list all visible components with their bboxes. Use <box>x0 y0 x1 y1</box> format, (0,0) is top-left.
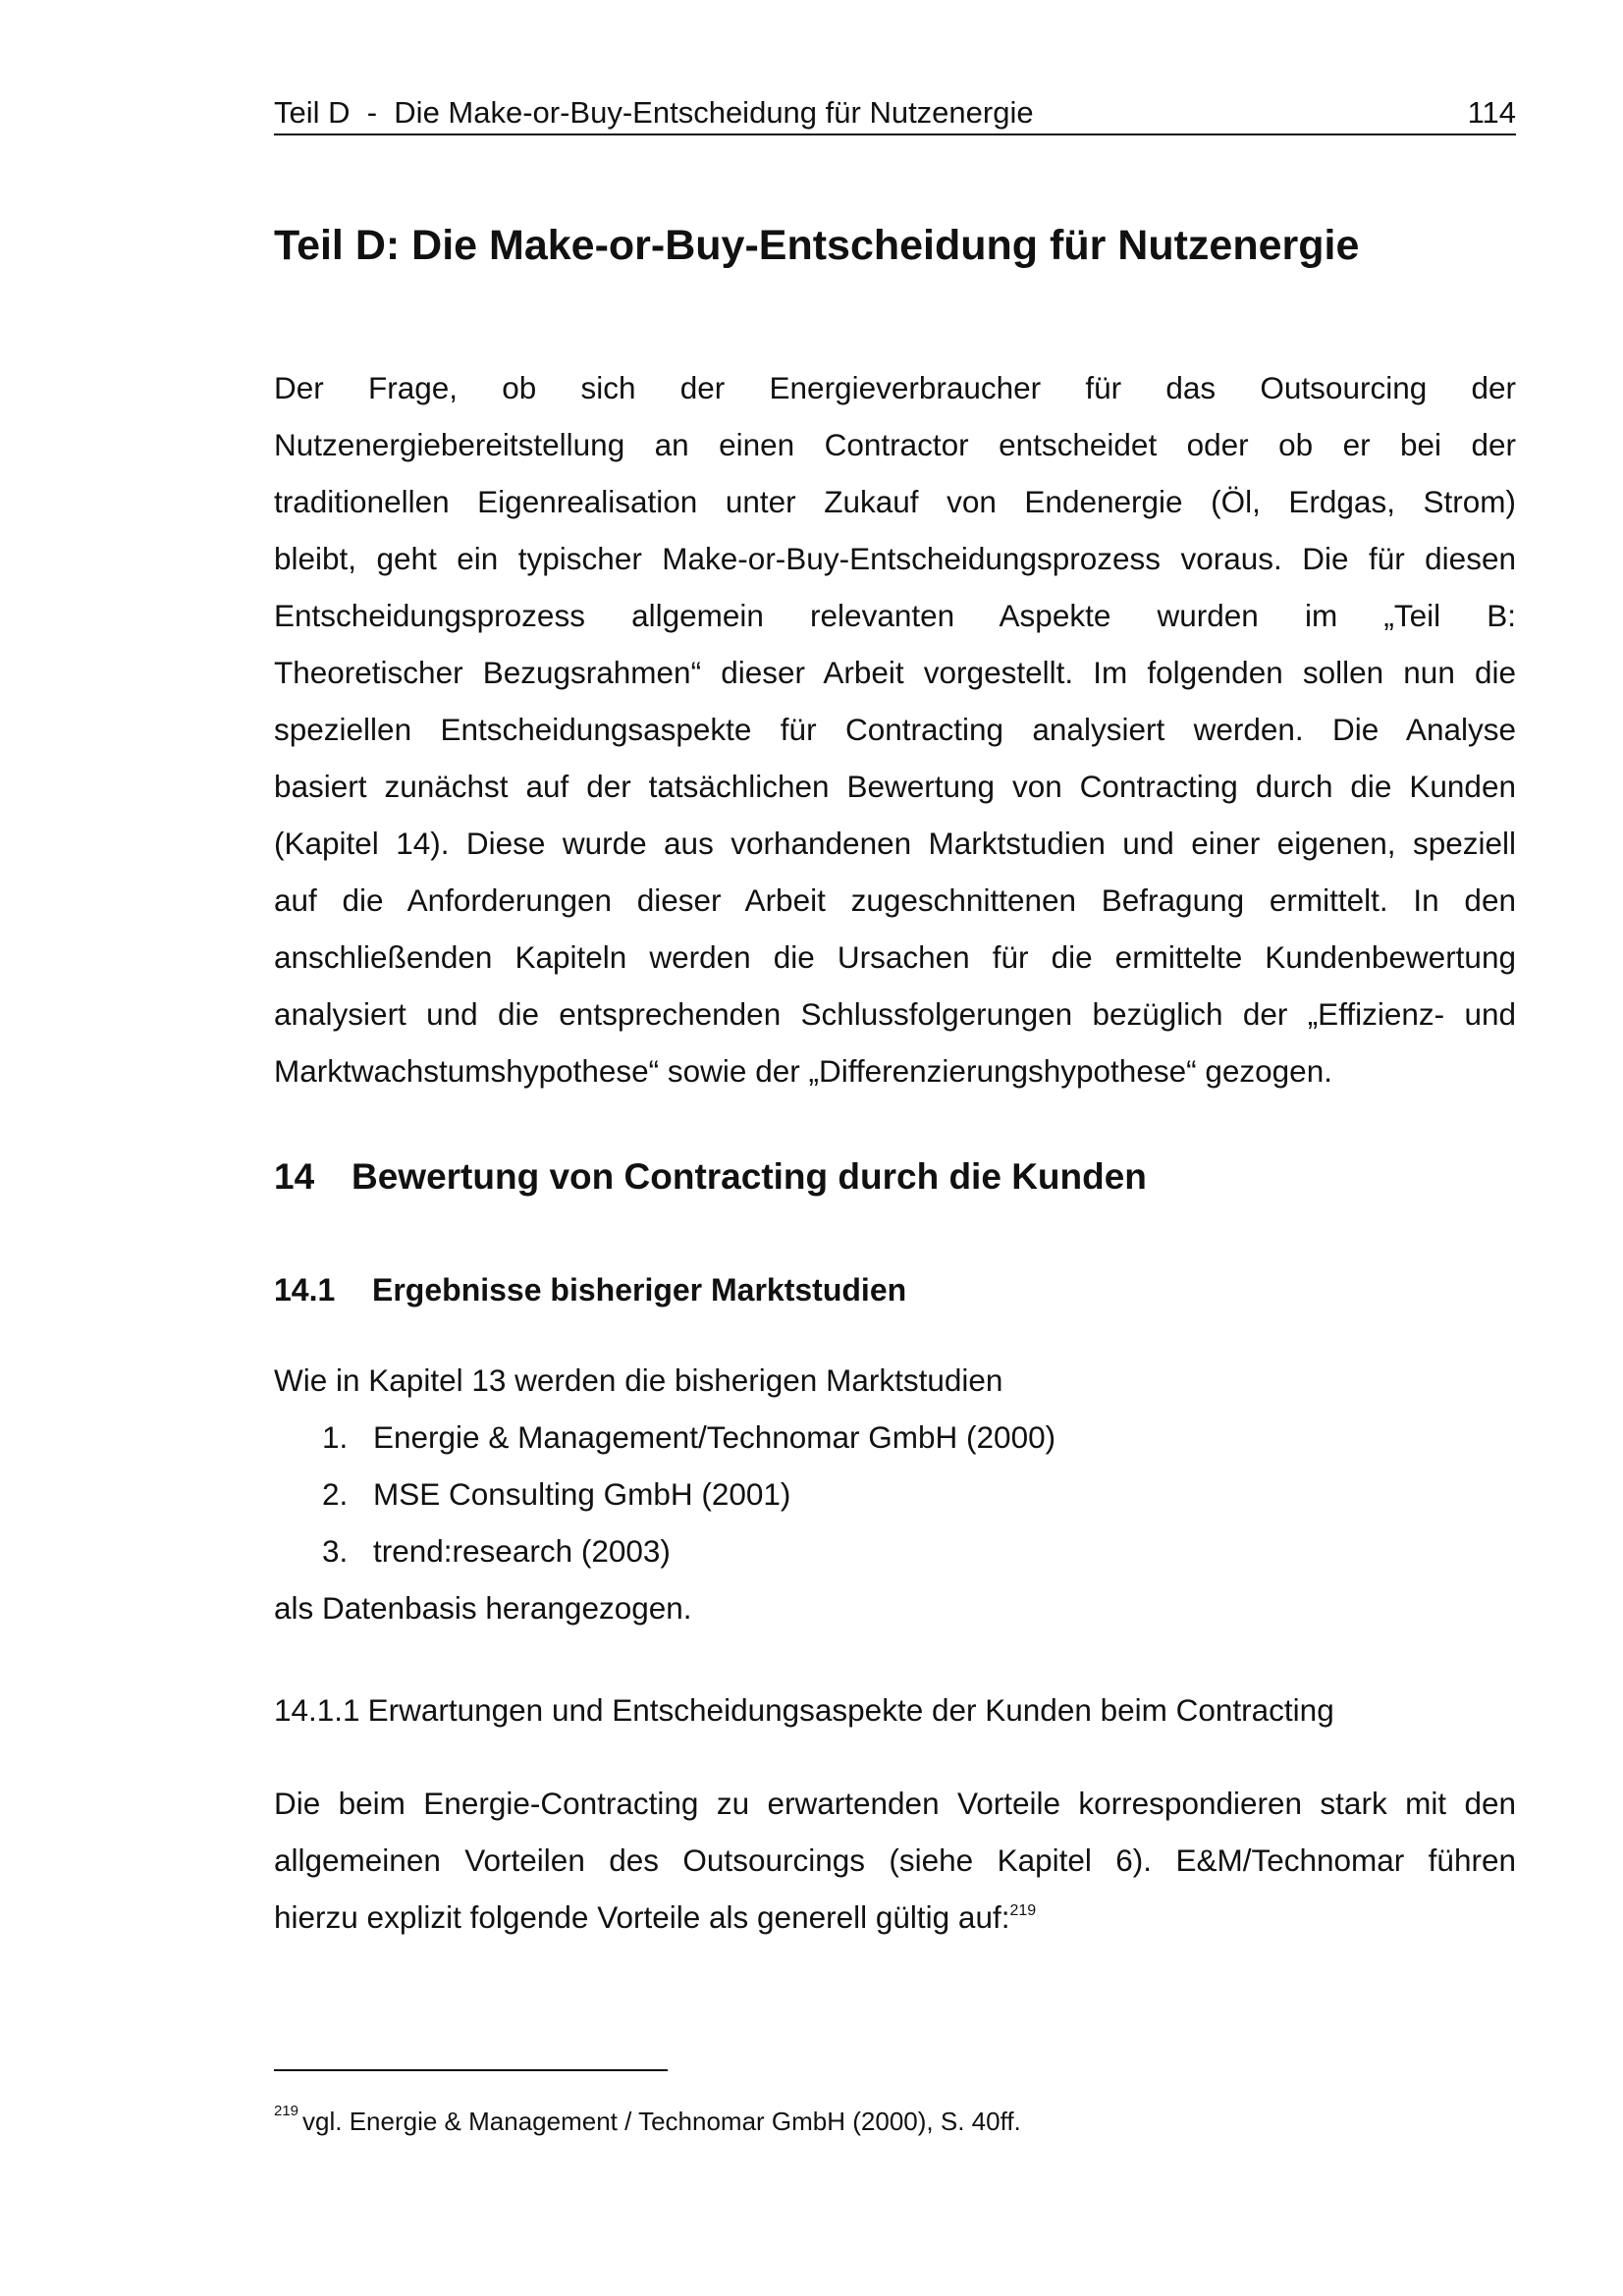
intro-paragraph <box>274 359 1516 1099</box>
text-line: Die beim Energie-Contracting zu erwartenden Vorteile korrespondieren stark mit den <box>274 1786 1516 1821</box>
chapter-heading <box>274 1156 1147 1198</box>
text-line: analysiert und die entsprechenden Schlussfolgerungen bezüglich der „Effizienz- und <box>274 996 1516 1032</box>
list-item <box>274 1466 1516 1522</box>
text-line: hierzu explizit folgende Vorteile als generell gültig auf: <box>274 1899 1010 1935</box>
text-line: auf die Anforderungen dieser Arbeit zugeschnittenen Befragung ermittelt. In den <box>274 882 1516 918</box>
subsection-number: 14.1.1 <box>274 1692 360 1728</box>
list-item-text: trend:research (2003) <box>373 1533 671 1569</box>
text-line: Theoretischer Bezugsrahmen“ dieser Arbeit vorgestellt. Im folgenden sollen nun die <box>274 655 1516 690</box>
running-header-title: Teil D - Die Make-or-Buy-Entscheidung für Nutzenergie <box>274 95 1034 130</box>
study-list-block <box>274 1352 1516 1636</box>
section-number: 14.1 <box>274 1272 336 1308</box>
chapter-title: Bewertung von Contracting durch die Kunden <box>352 1156 1147 1197</box>
text-line: Der Frage, ob sich der Energieverbraucher für das Outsourcing der <box>274 370 1516 405</box>
text-line: (Kapitel 14). Diese wurde aus vorhandenen Marktstudien und einer eigenen, speziell <box>274 826 1516 861</box>
list-item-number: 3. <box>322 1533 349 1569</box>
chapter-number: 14 <box>274 1156 315 1197</box>
footnote-divider <box>274 2069 668 2071</box>
list-item-text: MSE Consulting GmbH (2001) <box>373 1476 791 1512</box>
footnote-text: vgl. Energie & Management / Technomar GmbH (2000), S. 40ff. <box>302 2107 1021 2136</box>
text-line: basiert zunächst auf der tatsächlichen Bewertung von Contracting durch die Kunden <box>274 769 1516 804</box>
part-title: Teil D: Die Make-or-Buy-Entscheidung für Nutzenergie <box>274 222 1360 269</box>
text-line: anschließenden Kapiteln werden die Ursachen für die ermittelte Kundenbewertung <box>274 939 1516 975</box>
footnote <box>274 2103 1021 2137</box>
text-line: speziellen Entscheidungsaspekte für Contracting analysiert werden. Die Analyse <box>274 712 1516 747</box>
footnote-reference[interactable]: 219 <box>1009 1902 1037 1919</box>
list-item-text: Energie & Management/Technomar GmbH (2000) <box>373 1419 1056 1455</box>
advantages-paragraph <box>274 1775 1516 1946</box>
text-line: Entscheidungsprozess allgemein relevanten Aspekte wurden im „Teil B: <box>274 598 1516 633</box>
subsection-title: Erwartungen und Entscheidungsaspekte der Kunden beim Contracting <box>367 1692 1334 1728</box>
section-heading <box>274 1272 906 1308</box>
text-line: allgemeinen Vorteilen des Outsourcings (siehe Kapitel 6). E&M/Technomar führen <box>274 1842 1516 1878</box>
text-line-with-footnote <box>274 1889 1516 1946</box>
subsection-heading <box>274 1692 1334 1729</box>
text-line: Nutzenergiebereitstellung an einen Contractor entscheidet oder ob er bei der <box>274 427 1516 462</box>
list-item <box>274 1522 1516 1579</box>
text-line: bleibt, geht ein typischer Make-or-Buy-Entscheidungsprozess voraus. Die für diesen <box>274 541 1516 576</box>
text-line: Marktwachstumshypothese“ sowie der „Differenzierungshypothese“ gezogen. <box>274 1053 1332 1089</box>
list-intro: Wie in Kapitel 13 werden die bisherigen Marktstudien <box>274 1362 1003 1398</box>
list-outro: als Datenbasis herangezogen. <box>274 1590 692 1626</box>
section-title: Ergebnisse bisheriger Marktstudien <box>372 1272 907 1308</box>
list-item-number: 2. <box>322 1476 349 1512</box>
footnote-number: 219 <box>274 2103 299 2119</box>
list-item <box>274 1409 1516 1466</box>
text-line: traditionellen Eigenrealisation unter Zukauf von Endenergie (Öl, Erdgas, Strom) <box>274 484 1516 519</box>
list-item-number: 1. <box>322 1419 349 1455</box>
page-number: 114 <box>1467 95 1516 130</box>
running-header <box>274 94 1516 135</box>
